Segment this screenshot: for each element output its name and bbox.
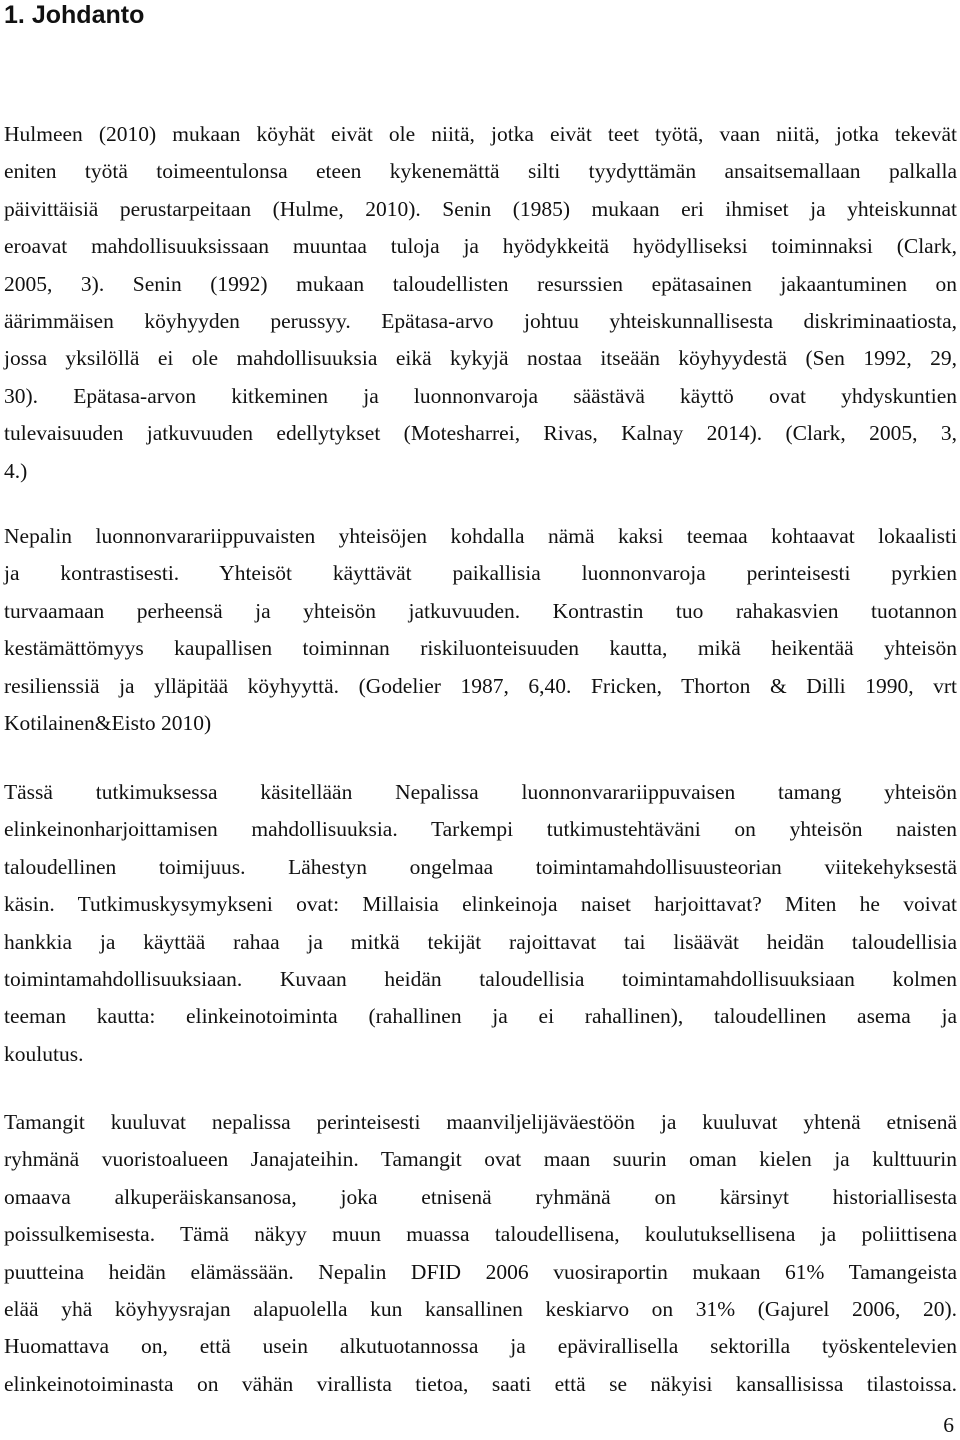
text-line: koulutus.	[4, 1041, 84, 1066]
text-line: Tamangit kuuluvat nepalissa perinteisesti maanviljelijäväestöön ja kuuluvat yhtenä etnisenä	[4, 1110, 957, 1134]
text-line: tulevaisuuden jatkuvuuden edellytykset (Motesharrei, Rivas, Kalnay 2014). (Clark, 2005, 3,	[4, 421, 957, 446]
text-line: omaava alkuperäiskansanosa, joka etnisenä ryhmänä on kärsinyt historiallisesta	[4, 1184, 957, 1209]
page-number: 6	[943, 1413, 954, 1437]
text-line: taloudellinen toimijuus. Lähestyn ongelmaa toimintamahdollisuusteorian viitekehyksestä	[4, 854, 957, 879]
chapter-heading	[4, 0, 144, 30]
text-line: poissulkemisesta. Tämä näkyy muun muassa taloudellisena, koulutuksellisena ja poliittisena	[4, 1222, 957, 1247]
text-line: resilienssiä ja ylläpitää köyhyyttä. (Godelier 1987, 6,40. Fricken, Thorton & Dilli 1990, vrt	[4, 673, 957, 698]
text-line: äärimmäisen köyhyyden perussyy. Epätasa-arvo johtuu yhteiskunnallisesta diskriminaatiosta,	[4, 308, 957, 333]
text-line: 30). Epätasa-arvon kitkeminen ja luonnonvaroja säästävä käyttö ovat yhdyskuntien	[4, 383, 957, 408]
paragraph-2	[4, 518, 957, 742]
paragraph-3	[4, 774, 957, 1073]
text-line: elinkeinonharjoittamisen mahdollisuuksia. Tarkempi tutkimustehtäväni on yhteisön naisten	[4, 817, 957, 842]
text-line: eniten työtä toimeentulonsa eteen kykenemättä silti tyydyttämän ansaitsemallaan palkalla	[4, 159, 957, 184]
text-line: 2005, 3). Senin (1992) mukaan taloudellisten resurssien epätasainen jakaantuminen on	[4, 271, 957, 296]
text-line: jossa yksilöllä ei ole mahdollisuuksia eikä kykyjä nostaa itseään köyhyydestä (Sen 1992, 29,	[4, 346, 957, 371]
text-line: puutteina heidän elämässään. Nepalin DFID 2006 vuosiraportin mukaan 61% Tamangeista	[4, 1259, 957, 1284]
chapter-number: 1.	[4, 1, 25, 29]
text-line: teeman kautta: elinkeinotoiminta (rahallinen ja ei rahallinen), taloudellinen asema ja	[4, 1004, 957, 1029]
text-line: päivittäisiä perustarpeitaan (Hulme, 2010). Senin (1985) mukaan eri ihmiset ja yhteiskunnat	[4, 196, 957, 221]
text-line: Tässä tutkimuksessa käsitellään Nepalissa luonnonvarariippuvaisen tamang yhteisön	[4, 780, 957, 804]
text-line: eroavat mahdollisuuksissaan muuntaa tuloja ja hyödykkeitä hyödylliseksi toiminnaksi (Clark,	[4, 234, 957, 259]
text-line: kestämättömyys kaupallisen toiminnan riskiluonteisuuden kautta, mikä heikentää yhteisön	[4, 636, 957, 661]
text-line: hankkia ja käyttää rahaa ja mitkä tekijät rajoittavat tai lisäävät heidän taloudellisia	[4, 929, 957, 954]
text-line: toimintamahdollisuuksiaan. Kuvaan heidän taloudellisia toimintamahdollisuuksiaan kolmen	[4, 966, 957, 991]
text-line: elää yhä köyhyysrajan alapuolella kun kansallinen keskiarvo on 31% (Gajurel 2006, 20).	[4, 1296, 957, 1321]
text-line: Hulmeen (2010) mukaan köyhät eivät ole niitä, jotka eivät teet työtä, vaan niitä, jotka tekevät	[4, 122, 957, 146]
paragraph-4	[4, 1104, 957, 1403]
text-line: ryhmänä vuoristoalueen Janajateihin. Tamangit ovat maan suurin oman kielen ja kulttuurin	[4, 1147, 957, 1172]
text-line: elinkeinotoiminasta on vähän virallista tietoa, saati että se näkyisi kansallisissa tilastoissa.	[4, 1371, 957, 1396]
paragraph-1	[4, 116, 957, 490]
chapter-title: Johdanto	[31, 1, 145, 29]
text-line: Huomattava on, että usein alkutuotannossa ja epävirallisella sektorilla työskentelevien	[4, 1334, 957, 1359]
text-line: Nepalin luonnonvarariippuvaisten yhteisöjen kohdalla nämä kaksi teemaa kohtaavat lokaalisti	[4, 524, 957, 548]
text-line: turvaamaan perheensä ja yhteisön jatkuvuuden. Kontrastin tuo rahakasvien tuotannon	[4, 598, 957, 623]
text-line: Kotilainen&Eisto 2010)	[4, 710, 212, 735]
text-line: käsin. Tutkimuskysymykseni ovat: Millaisia elinkeinoja naiset harjoittavat? Miten he voivat	[4, 892, 957, 917]
text-line: ja kontrastisesti. Yhteisöt käyttävät paikallisia luonnonvaroja perinteisesti pyrkien	[4, 561, 957, 586]
text-line: 4.)	[4, 458, 28, 483]
